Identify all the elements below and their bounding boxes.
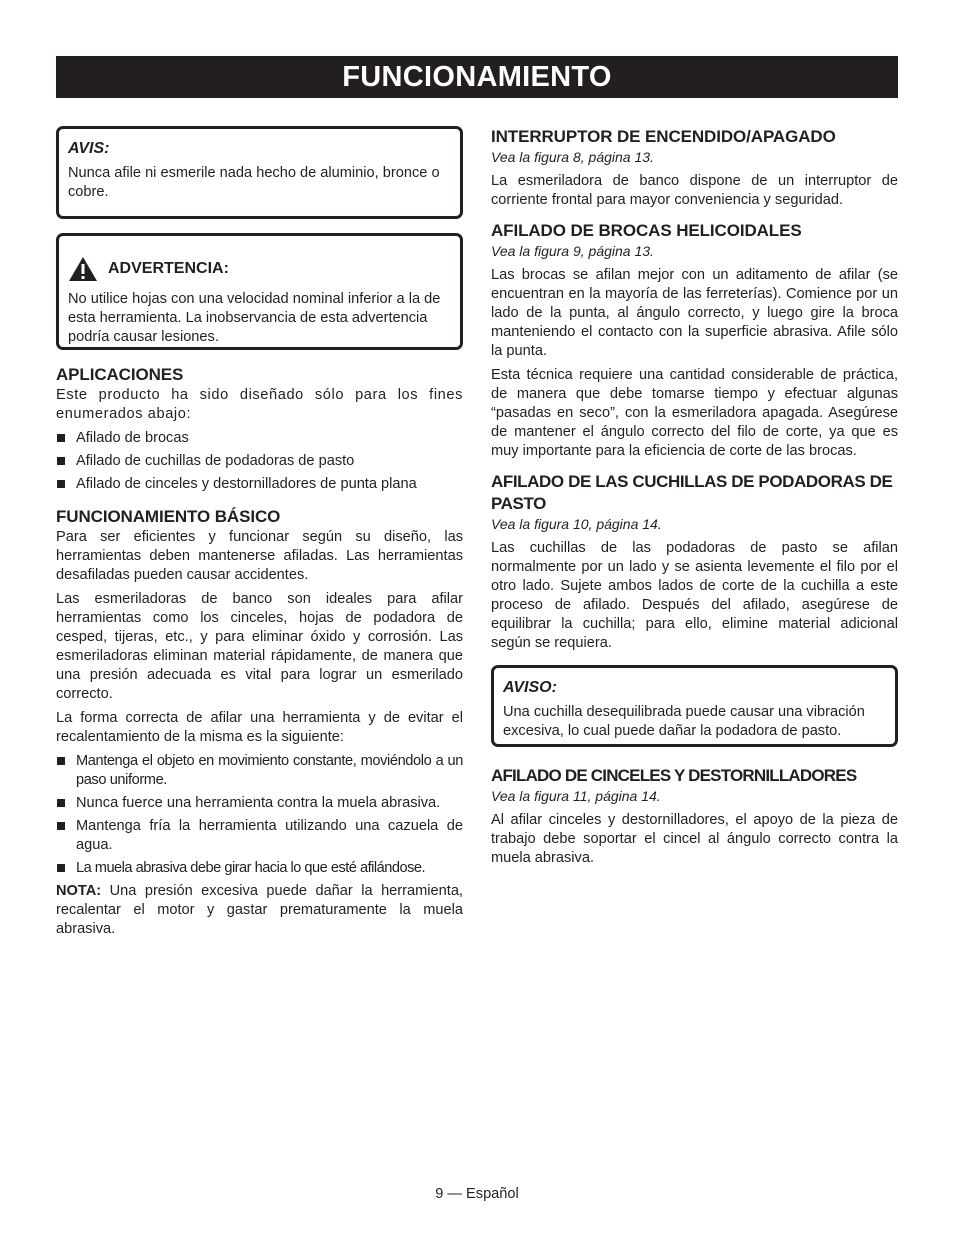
left-column	[56, 126, 463, 944]
list-item: Afilado de cuchillas de podadoras de pasto	[56, 452, 463, 471]
list-item: Mantenga el objeto en movimiento constante, moviéndolo a un paso uniforme.	[56, 752, 463, 790]
interruptor-section	[491, 126, 898, 210]
list-item: Nunca fuerce una herramienta contra la muela abrasiva.	[56, 794, 463, 813]
paragraph: La esmeriladora de banco dispone de un interruptor de corriente frontal para mayor conveniencia y seguridad.	[491, 173, 898, 208]
advertencia-label: ADVERTENCIA:	[108, 260, 229, 277]
avis-label: AVIS:	[68, 140, 110, 157]
advertencia-box	[56, 233, 463, 350]
aviso-box	[491, 665, 898, 747]
figure-reference: Vea la figura 11, página 14.	[491, 788, 661, 804]
aplicaciones-intro: Este producto ha sido diseñado sólo para los fines enumerados abajo:	[56, 387, 463, 422]
note-label: NOTA:	[56, 883, 102, 899]
advertencia-text: No utilice hojas con una velocidad nominal inferior a la de esta herramienta. La inobservancia de esta advertencia podría causar lesiones.	[68, 291, 441, 345]
cuchillas-section	[491, 471, 898, 653]
funcionamiento-basico-section	[56, 506, 463, 939]
paragraph: Para ser eficientes y funcionar según su diseño, las herramientas deben mantenerse afiladas. Las herramientas desafiladas pueden causar accidentes.	[56, 529, 463, 583]
list-item: Afilado de cinceles y destornilladores de punta plana	[56, 475, 463, 494]
funcionamiento-basico-heading: FUNCIONAMIENTO BÁSICO	[56, 507, 281, 526]
paragraph: Las brocas se afilan mejor con un aditamento de afilar (se encuentran en la mayoría de las ferreterías). Comience por un lado de la punta, al ángulo correcto, y luego gire la broca manteniendo el contacto con la superficie abrasiva. Afile sólo la punta.	[491, 267, 898, 359]
figure-reference: Vea la figura 8, página 13.	[491, 149, 654, 165]
aviso-label: AVISO:	[503, 679, 557, 696]
list-item: Afilado de brocas	[56, 429, 463, 448]
aviso-text: Una cuchilla desequilibrada puede causar una vibración excesiva, lo cual puede dañar la podadora de pasto.	[503, 704, 865, 739]
interruptor-heading: INTERRUPTOR DE ENCENDIDO/APAGADO	[491, 127, 836, 146]
page-title: FUNCIONAMIENTO	[56, 56, 898, 98]
page-footer: 9 — Español	[435, 1186, 519, 1202]
aplicaciones-section	[56, 364, 463, 494]
list-item: La muela abrasiva debe girar hacia lo que esté afilándose.	[56, 859, 463, 878]
figure-reference: Vea la figura 9, página 13.	[491, 243, 654, 259]
cinceles-section	[491, 765, 898, 868]
paragraph: Al afilar cinceles y destornilladores, el apoyo de la pieza de trabajo debe soportar el cincel al ángulo correcto contra la muela abrasiva.	[491, 812, 898, 866]
note-text: Una presión excesiva puede dañar la herramienta, recalentar el motor y gastar prematuramente la muela abrasiva.	[56, 883, 463, 937]
aplicaciones-list	[56, 429, 463, 494]
paragraph: Las esmeriladoras de banco son ideales para afilar herramientas como los cinceles, hojas de podadora de cesped, tijeras, etc., y para eliminar óxido y corrosión. Las esmeriladoras eliminan material rápidamente, de manera que una presión adecuada es vital para lograr un esmerilado correcto.	[56, 591, 463, 702]
basico-list	[56, 752, 463, 878]
brocas-heading: AFILADO DE BROCAS HELICOIDALES	[491, 221, 802, 240]
figure-reference: Vea la figura 10, página 14.	[491, 516, 662, 532]
paragraph: Las cuchillas de las podadoras de pasto se afilan normalmente por un lado y se asienta levemente el filo por el otro lado. Sujete ambos lados de corte de la cuchilla a este proceso de afilado. Después del afilado, asegúrese de equilibrar la cuchilla; para ello, elimine material adicional según se requiera.	[491, 540, 898, 651]
advertencia-header	[68, 256, 451, 282]
paragraph: La forma correcta de afilar una herramienta y de evitar el recalentamiento de la misma es la siguiente:	[56, 710, 463, 745]
aplicaciones-heading: APLICACIONES	[56, 365, 184, 384]
avis-box	[56, 126, 463, 219]
note-paragraph	[56, 882, 463, 939]
cuchillas-heading: AFILADO DE LAS CUCHILLAS DE PODADORAS DE PASTO	[491, 472, 893, 513]
right-column	[491, 126, 898, 873]
list-item: Mantenga fría la herramienta utilizando una cazuela de agua.	[56, 817, 463, 855]
brocas-section	[491, 220, 898, 461]
warning-triangle-icon	[68, 256, 98, 282]
cinceles-heading: AFILADO DE CINCELES Y DESTORNILLADORES	[491, 766, 857, 785]
paragraph: Esta técnica requiere una cantidad considerable de práctica, de manera que debe tomarse tiempo y efectuar algunas “pasadas en seco”, con la esmeriladora apagada. Asegúrese de mantener el ángulo correcto del filo de corte, ya que es muy importante para la eficiencia de corte de las brocas.	[491, 367, 898, 459]
avis-text: Nunca afile ni esmerile nada hecho de aluminio, bronce o cobre.	[68, 165, 440, 200]
